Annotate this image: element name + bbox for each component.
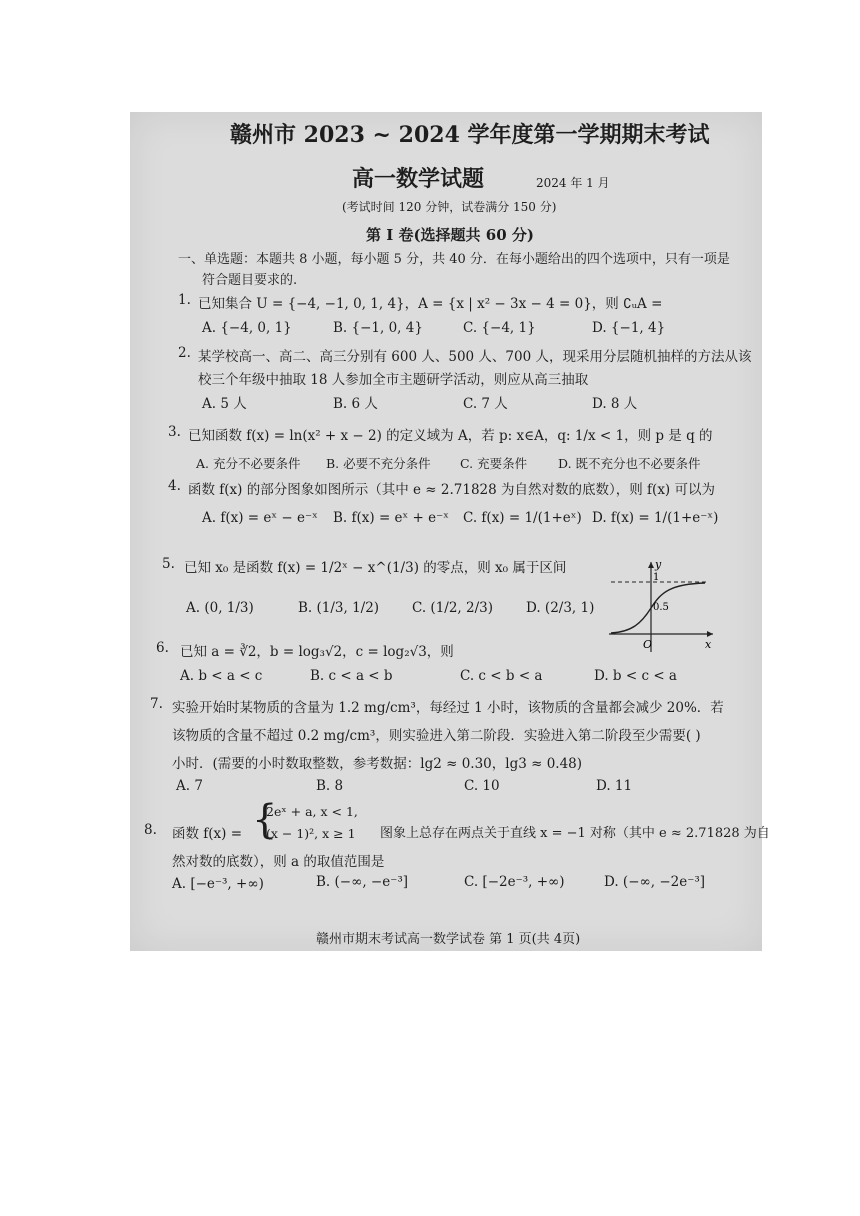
question-text: 已知 x₀ 是函数 f(x) = 1/2ˣ − x^(1/3) 的零点，则 x₀ 属于区间 — [184, 560, 567, 576]
origin-label: O — [643, 638, 653, 651]
question-text: 已知集合 U = {−4, −1, 0, 1, 4}，A = {x | x² − 3x − 4 = 0}，则 ∁ᵤA = — [198, 296, 663, 312]
option-d: D. (2/3, 1) — [526, 600, 595, 616]
option-b: B. f(x) = eˣ + e⁻ˣ — [333, 510, 449, 526]
option-d: D. 8 人 — [592, 396, 638, 412]
exam-title: 赣州市 2023 ~ 2024 学年度第一学期期末考试 — [230, 122, 710, 148]
question-text: 校三个年级中抽取 18 人参加全市主题研学活动，则应从高三抽取 — [198, 372, 589, 388]
piecewise-case-1: 2eˣ + a, x < 1, — [266, 804, 358, 819]
question-text: 已知 a = ∛2，b = log₃√2，c = log₂√3，则 — [180, 644, 454, 660]
question-text: 图象上总存在两点关于直线 x = −1 对称（其中 e ≈ 2.71828 为自 — [380, 826, 770, 841]
y-axis-label: y — [655, 558, 662, 571]
option-d: D. 11 — [596, 778, 633, 794]
function-graph — [605, 558, 717, 654]
option-b: B. (1/3, 1/2) — [298, 600, 380, 616]
exam-date: 2024 年 1 月 — [536, 176, 610, 190]
question-number: 3. — [168, 424, 181, 440]
question-text: 该物质的含量不超过 0.2 mg/cm³，则实验进入第二阶段．实验进入第二阶段至少需要( ) — [172, 728, 701, 744]
option-d: D. b < c < a — [594, 668, 677, 684]
option-c: C. {−4, 1} — [463, 320, 536, 336]
option-c: C. 7 人 — [463, 396, 508, 412]
option-b: B. c < a < b — [310, 668, 393, 684]
option-d: D. 既不充分也不必要条件 — [558, 456, 701, 471]
exam-info: (考试时间 120 分钟，试卷满分 150 分) — [342, 200, 557, 214]
section-instructions-line2: 符合题目要求的. — [202, 273, 298, 288]
option-a: A. (0, 1/3) — [186, 600, 254, 616]
piecewise-case-2: (x − 1)², x ≥ 1 — [266, 826, 356, 841]
exam-paper — [130, 112, 770, 951]
option-a: A. 5 人 — [202, 396, 247, 412]
option-d: D. f(x) = 1/(1+e⁻ˣ) — [592, 510, 719, 526]
question-text: 函数 f(x) 的部分图象如图所示（其中 e ≈ 2.71828 为自然对数的底数），则 f(x) 可以为 — [188, 482, 715, 498]
question-text: 已知函数 f(x) = ln(x² + x − 2) 的定义域为 A，若 p: x∈A，q: 1/x < 1，则 p 是 q 的 — [188, 428, 713, 444]
option-d: D. (−∞, −2e⁻³] — [604, 874, 706, 890]
level-1-label: 1 — [653, 572, 660, 583]
option-b: B. {−1, 0, 4} — [333, 320, 423, 336]
option-a: A. 7 — [176, 778, 203, 794]
part-heading: 第 I 卷(选择题共 60 分) — [366, 226, 534, 244]
section-instructions-line1: 一、单选题：本题共 8 小题，每小题 5 分，共 40 分．在每小题给出的四个选项中，只有一项是 — [178, 252, 730, 267]
level-half-label: 0.5 — [653, 602, 669, 613]
question-number: 1. — [178, 292, 191, 308]
x-axis-label: x — [705, 638, 712, 651]
question-text: 函数 f(x) = — [172, 826, 243, 842]
option-b: B. 8 — [316, 778, 344, 794]
piecewise-brace: { — [252, 797, 278, 843]
option-b: B. 6 人 — [333, 396, 378, 412]
option-a: A. f(x) = eˣ − e⁻ˣ — [202, 510, 318, 526]
question-number: 8. — [144, 822, 157, 838]
question-text: 某学校高一、高二、高三分别有 600 人、500 人、700 人，现采用分层随机抽样的方法从该 — [198, 349, 752, 365]
option-a: A. [−e⁻³, +∞) — [172, 876, 264, 892]
option-c: C. 10 — [464, 778, 500, 794]
option-a: A. {−4, 0, 1} — [202, 320, 292, 336]
question-number: 6. — [156, 640, 169, 656]
question-text: 实验开始时某物质的含量为 1.2 mg/cm³，每经过 1 小时，该物质的含量都会减少 20%．若 — [172, 700, 724, 716]
x-axis-arrow — [707, 631, 713, 637]
option-c: C. 充要条件 — [460, 456, 528, 471]
option-a: A. 充分不必要条件 — [196, 456, 301, 471]
option-c: C. f(x) = 1/(1+eˣ) — [463, 510, 582, 526]
exam-subtitle: 高一数学试题 — [352, 166, 485, 192]
option-a: A. b < a < c — [180, 668, 263, 684]
y-axis-arrow — [648, 562, 654, 568]
page-footer: 赣州市期末考试高一数学试卷 第 1 页(共 4页) — [316, 932, 581, 947]
question-number: 7. — [150, 696, 163, 712]
question-number: 2. — [178, 345, 191, 361]
option-b: B. (−∞, −e⁻³] — [316, 874, 409, 890]
question-text: 然对数的底数），则 a 的取值范围是 — [172, 854, 385, 870]
question-number: 4. — [168, 478, 181, 494]
option-b: B. 必要不充分条件 — [326, 456, 431, 471]
option-c: C. c < b < a — [460, 668, 543, 684]
question-text: 小时．(需要的小时数取整数，参考数据：lg2 ≈ 0.30，lg3 ≈ 0.48) — [172, 756, 583, 772]
option-c: C. (1/2, 2/3) — [412, 600, 493, 616]
option-c: C. [−2e⁻³, +∞) — [464, 874, 565, 890]
question-number: 5. — [162, 556, 175, 572]
option-d: D. {−1, 4} — [592, 320, 666, 336]
